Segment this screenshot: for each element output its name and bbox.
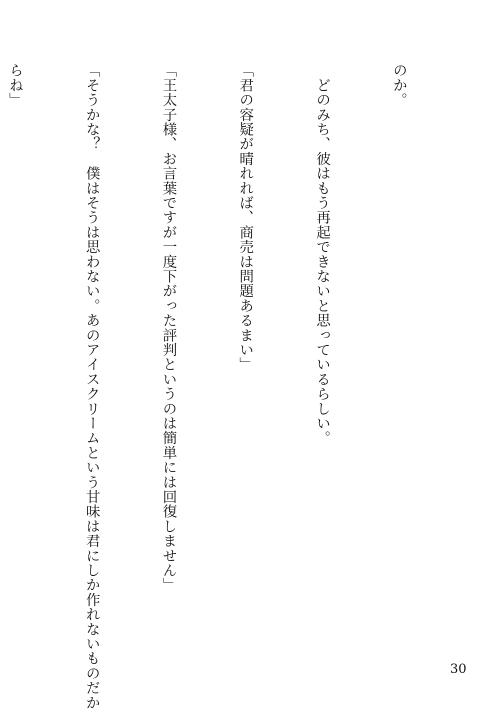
text-line: どのみち、彼はもう再起できないと思っているらしい。 [314,63,331,446]
text-line: らね」 [6,63,23,108]
text-line: 「王太子様、お言葉ですが一度下がった評判というのは簡単には回復しません」 [160,63,177,593]
text-line: のか。 [390,63,407,108]
text-line: 「そうかな？ 僕はそうは思わない。あのアイスクリームという甘味は君にしか作れないものだか [83,63,100,710]
text-line: 「君の容疑が晴れれば、商売は問題あるまい」 [237,63,254,372]
page-number: 30 [450,662,467,677]
